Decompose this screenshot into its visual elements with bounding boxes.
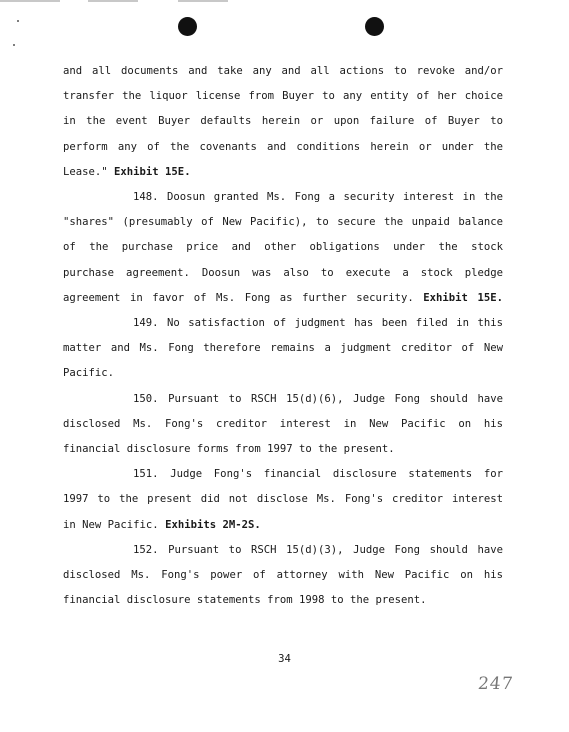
text-line <box>63 467 503 481</box>
text-line <box>63 140 503 154</box>
text-line <box>63 266 503 280</box>
line-text: financial disclosure forms from 1997 to the present. <box>63 443 395 455</box>
scan-artifact <box>178 0 228 2</box>
line-text: transfer the liquor license from Buyer to any entity of her choice <box>63 90 503 103</box>
line-text: purchase agreement. Doosun was also to execute a stock pledge <box>63 266 503 279</box>
text-line <box>63 392 503 406</box>
line-text: and all documents and take any and all actions to revoke and/or <box>63 65 503 77</box>
text-line <box>63 442 503 456</box>
exhibit-reference: Exhibits 2M-2S. <box>165 518 261 531</box>
page-number: 34 <box>278 653 291 665</box>
bates-stamp: 247 <box>476 674 515 694</box>
text-line <box>63 518 503 532</box>
text-line <box>63 64 503 78</box>
text-line <box>63 165 503 179</box>
text-line <box>63 341 503 355</box>
line-text: Lease." <box>63 165 115 178</box>
scan-artifact <box>88 0 138 2</box>
line-text: 151. Judge Fong's financial disclosure statements for <box>133 468 503 481</box>
line-text: "shares" (presumably of New Pacific), to secure the unpaid balance <box>63 216 503 229</box>
line-text: matter and Ms. Fong therefore remains a judgment creditor of New <box>63 342 503 355</box>
line-text: 150. Pursuant to RSCH 15(d)(6), Judge Fong should have <box>133 392 503 405</box>
scan-artifact <box>0 0 60 2</box>
text-line <box>63 215 503 229</box>
line-text: 148. Doosun granted Ms. Fong a security interest in the <box>133 191 503 203</box>
punch-hole <box>365 17 384 36</box>
line-text: of the purchase price and other obligations under the stock <box>63 241 503 254</box>
text-line <box>63 190 503 204</box>
line-text: in the event Buyer defaults herein or upon failure of Buyer to <box>63 115 503 128</box>
line-text: Pacific. <box>63 367 115 380</box>
text-line <box>63 366 503 380</box>
scan-speck <box>13 44 15 46</box>
line-text: in New Pacific. <box>63 518 166 531</box>
text-line <box>63 593 503 607</box>
line-text: agreement in favor of Ms. Fong as further security. <box>63 291 424 304</box>
text-line <box>63 492 503 506</box>
exhibit-reference: Exhibit 15E. <box>114 165 191 178</box>
line-text: disclosed Ms. Fong's creditor interest in New Pacific on his <box>63 417 503 430</box>
text-line <box>63 568 503 582</box>
line-text: 1997 to the present did not disclose Ms. Fong's creditor interest <box>63 493 503 506</box>
text-line <box>63 89 503 103</box>
line-text: disclosed Ms. Fong's power of attorney with New Pacific on his <box>63 569 503 581</box>
line-text: 152. Pursuant to RSCH 15(d)(3), Judge Fong should have <box>133 543 503 556</box>
line-text: perform any of the covenants and conditions herein or under the <box>63 140 503 153</box>
punch-hole <box>178 17 197 36</box>
text-line <box>63 316 503 330</box>
text-line <box>63 417 503 431</box>
line-text: financial disclosure statements from 1998 to the present. <box>63 594 427 607</box>
text-line <box>63 291 503 305</box>
scan-speck <box>17 20 19 22</box>
exhibit-reference: Exhibit 15E. <box>423 291 503 304</box>
text-line <box>63 543 503 557</box>
text-line <box>63 240 503 254</box>
text-line <box>63 114 503 128</box>
line-text: 149. No satisfaction of judgment has been filed in this <box>133 317 503 329</box>
